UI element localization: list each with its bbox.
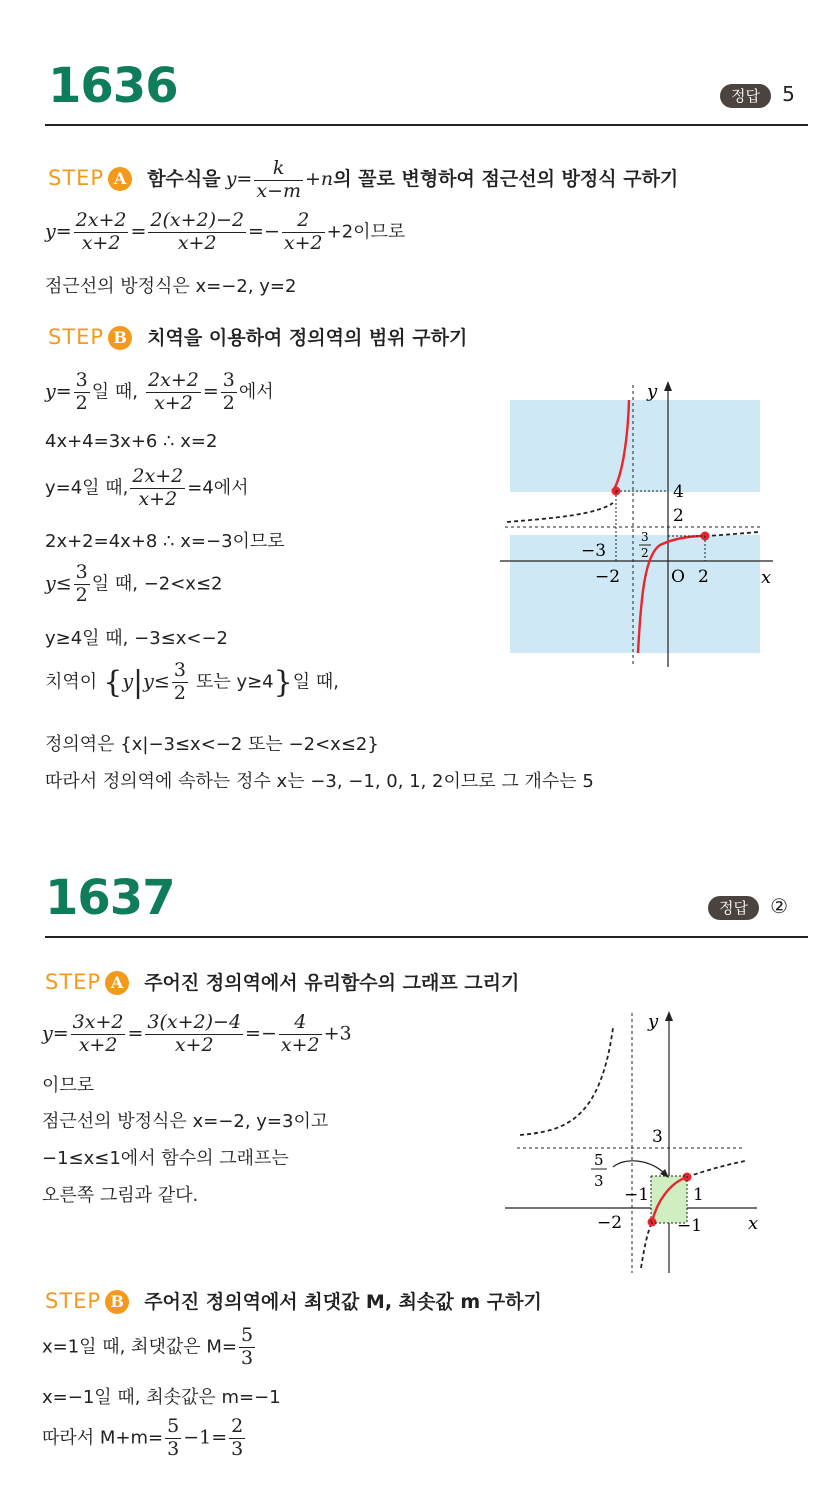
x-axis-label: x bbox=[748, 1213, 759, 1234]
fraction: $\frac{2}{x+2}$ bbox=[283, 209, 323, 254]
step-title-fraction: $\frac{k}{x-m}$ bbox=[256, 157, 302, 202]
tick-label-4: 4 bbox=[673, 482, 684, 502]
step-label: STEP bbox=[48, 165, 105, 190]
formula-line: y=4일 때, $\frac{2x+2}{x+2}$ =4에서 bbox=[45, 465, 249, 510]
step-title: 치역을 이용하여 정의역의 범위 구하기 bbox=[147, 327, 468, 349]
text-line: x=−1일 때, 최솟값은 m=−1 bbox=[42, 1387, 281, 1408]
text-line: 2x+2=4x+8 ∴ x=−3이므로 bbox=[45, 531, 285, 552]
fraction: $\frac{4}{x+2}$ bbox=[280, 1011, 320, 1056]
origin-label: O bbox=[671, 567, 685, 587]
y-axis-label: y bbox=[647, 381, 658, 402]
step-letter-icon: B bbox=[105, 1290, 129, 1314]
fraction-label-num: 5 bbox=[594, 1151, 604, 1169]
fraction: $\frac{2(x+2)-2}{x+2}$ bbox=[150, 209, 245, 254]
step-letter-icon: A bbox=[108, 167, 132, 191]
fraction-label-num: 3 bbox=[641, 530, 649, 544]
shaded-region-bottom bbox=[510, 535, 760, 653]
fraction: $\frac{5}{3}$ bbox=[167, 1415, 180, 1460]
fraction-label-den: 2 bbox=[641, 546, 649, 560]
y-axis-arrow-icon bbox=[664, 381, 672, 391]
y-axis-label: y bbox=[648, 1011, 659, 1032]
tick-label-2: 2 bbox=[673, 506, 684, 526]
tick-label-x2: 2 bbox=[698, 567, 709, 587]
fraction: $\frac{3x+2}{x+2}$ bbox=[72, 1011, 124, 1056]
answer-badge: 정답 bbox=[720, 84, 771, 108]
formula-line: y= $\frac{3}{2}$ 일 때, $\frac{2x+2}{x+2}$ = $\frac{3}{2}$ 에서 bbox=[45, 369, 274, 414]
fraction: $\frac{2x+2}{x+2}$ bbox=[148, 369, 199, 414]
formula-line: 따라서 M+m= $\frac{5}{3}$ −1= $\frac{2}{3}$ bbox=[42, 1415, 244, 1460]
text-line: 따라서 정의역에 속하는 정수 x는 −3, −1, 0, 1, 2이므로 그 개수는 5 bbox=[45, 771, 594, 792]
tick-label-neg1-y: −1 bbox=[677, 1216, 703, 1236]
formula-line: y= $\frac{3x+2}{x+2}$ = $\frac{3(x+2)-4}{x+2}$ =− $\frac{4}{x+2}$ +3 bbox=[42, 1011, 352, 1056]
text-line: 정의역은 {x|−3≤x<−2 또는 −2<x≤2} bbox=[45, 734, 379, 755]
text-line: y≥4일 때, −3≤x<−2 bbox=[45, 628, 229, 649]
answer-area bbox=[720, 82, 795, 106]
divider bbox=[45, 124, 808, 126]
step-title-pre: 함수식을 bbox=[147, 167, 221, 190]
step-letter-icon: A bbox=[105, 971, 129, 995]
text-line: 점근선의 방정식은 x=−2, y=3이고 bbox=[42, 1111, 329, 1132]
problem-number: 1636 bbox=[48, 58, 178, 114]
answer-badge: 정답 bbox=[708, 896, 759, 920]
curve-dashed-right bbox=[687, 1161, 745, 1177]
fraction: $\frac{2x+2}{x+2}$ bbox=[132, 465, 184, 510]
divider bbox=[45, 936, 808, 938]
formula-line: x=1일 때, 최댓값은 M= $\frac{5}{3}$ bbox=[42, 1324, 254, 1369]
curve-dashed-lower bbox=[641, 1222, 652, 1268]
fraction: $\frac{3}{2}$ bbox=[75, 561, 88, 606]
shaded-region-top bbox=[510, 400, 760, 492]
step-label: STEP bbox=[45, 970, 102, 994]
step-title-formula-lhs: y= bbox=[225, 167, 253, 190]
tick-label-1: 1 bbox=[693, 1185, 704, 1205]
curve-dashed-left bbox=[520, 1028, 613, 1135]
fraction: $\frac{2}{3}$ bbox=[231, 1415, 244, 1460]
x-axis-label: x bbox=[761, 567, 772, 588]
fraction: $\frac{5}{3}$ bbox=[241, 1324, 254, 1369]
text-line: 점근선의 방정식은 x=−2, y=2 bbox=[45, 276, 297, 297]
endpoint-marker bbox=[648, 1218, 657, 1227]
answer-value: 5 bbox=[782, 82, 795, 106]
problem-number: 1637 bbox=[45, 870, 175, 926]
formula-line: 치역이 {y|y≤ $\frac{3}{2}$ 또는 y≥4}일 때, bbox=[45, 659, 339, 704]
step-label: STEP bbox=[48, 325, 105, 349]
tick-label-neg3: −3 bbox=[581, 541, 607, 561]
step-letter-icon: B bbox=[108, 326, 132, 350]
answer-area bbox=[708, 894, 788, 918]
curve-dashed-left bbox=[507, 503, 613, 522]
formula-line: y≤ $\frac{3}{2}$ 일 때, −2<x≤2 bbox=[45, 561, 223, 606]
tick-label-neg1: −1 bbox=[624, 1185, 650, 1205]
text-line: 이므로 bbox=[42, 1075, 95, 1096]
text-line: −1≤x≤1에서 함수의 그래프는 bbox=[42, 1148, 289, 1169]
formula-line: y= $\frac{2x+2}{x+2}$ = $\frac{2(x+2)-2}{x+2}$ =− $\frac{2}{x+2}$ +2이므로 bbox=[45, 209, 406, 254]
step-b-heading bbox=[48, 323, 467, 350]
fraction: $\frac{3}{2}$ bbox=[75, 369, 88, 414]
step-title: 주어진 정의역에서 유리함수의 그래프 그리기 bbox=[144, 972, 520, 994]
step-a-heading bbox=[45, 968, 519, 995]
step-a-heading bbox=[48, 158, 678, 203]
fraction: $\frac{3}{2}$ bbox=[222, 369, 235, 414]
fraction-label-den: 3 bbox=[594, 1172, 604, 1190]
graph-1636 bbox=[495, 375, 785, 675]
tick-label-neg2: −2 bbox=[597, 1213, 623, 1233]
tick-label-neg2: −2 bbox=[595, 567, 621, 587]
step-label: STEP bbox=[45, 1289, 102, 1313]
text-line: 오른쪽 그림과 같다. bbox=[42, 1185, 199, 1206]
y-axis-arrow-icon bbox=[665, 1011, 673, 1021]
answer-value: ② bbox=[770, 894, 789, 918]
graph-1637 bbox=[505, 1003, 785, 1278]
fraction: $\frac{3(x+2)-4}{x+2}$ bbox=[147, 1011, 242, 1056]
tick-label-3: 3 bbox=[652, 1127, 663, 1147]
step-title: 주어진 정의역에서 최댓값 M, 최솟값 m 구하기 bbox=[144, 1291, 542, 1313]
fraction: $\frac{3}{2}$ bbox=[173, 659, 186, 704]
step-title-formula-rhs: +n bbox=[305, 167, 334, 190]
step-title-post: 의 꼴로 변형하여 점근선의 방정식 구하기 bbox=[333, 167, 679, 190]
text-line: 4x+4=3x+6 ∴ x=2 bbox=[45, 431, 218, 452]
fraction: $\frac{2x+2}{x+2}$ bbox=[75, 209, 127, 254]
step-b-heading bbox=[45, 1287, 542, 1314]
pointer-arrow bbox=[613, 1161, 665, 1174]
